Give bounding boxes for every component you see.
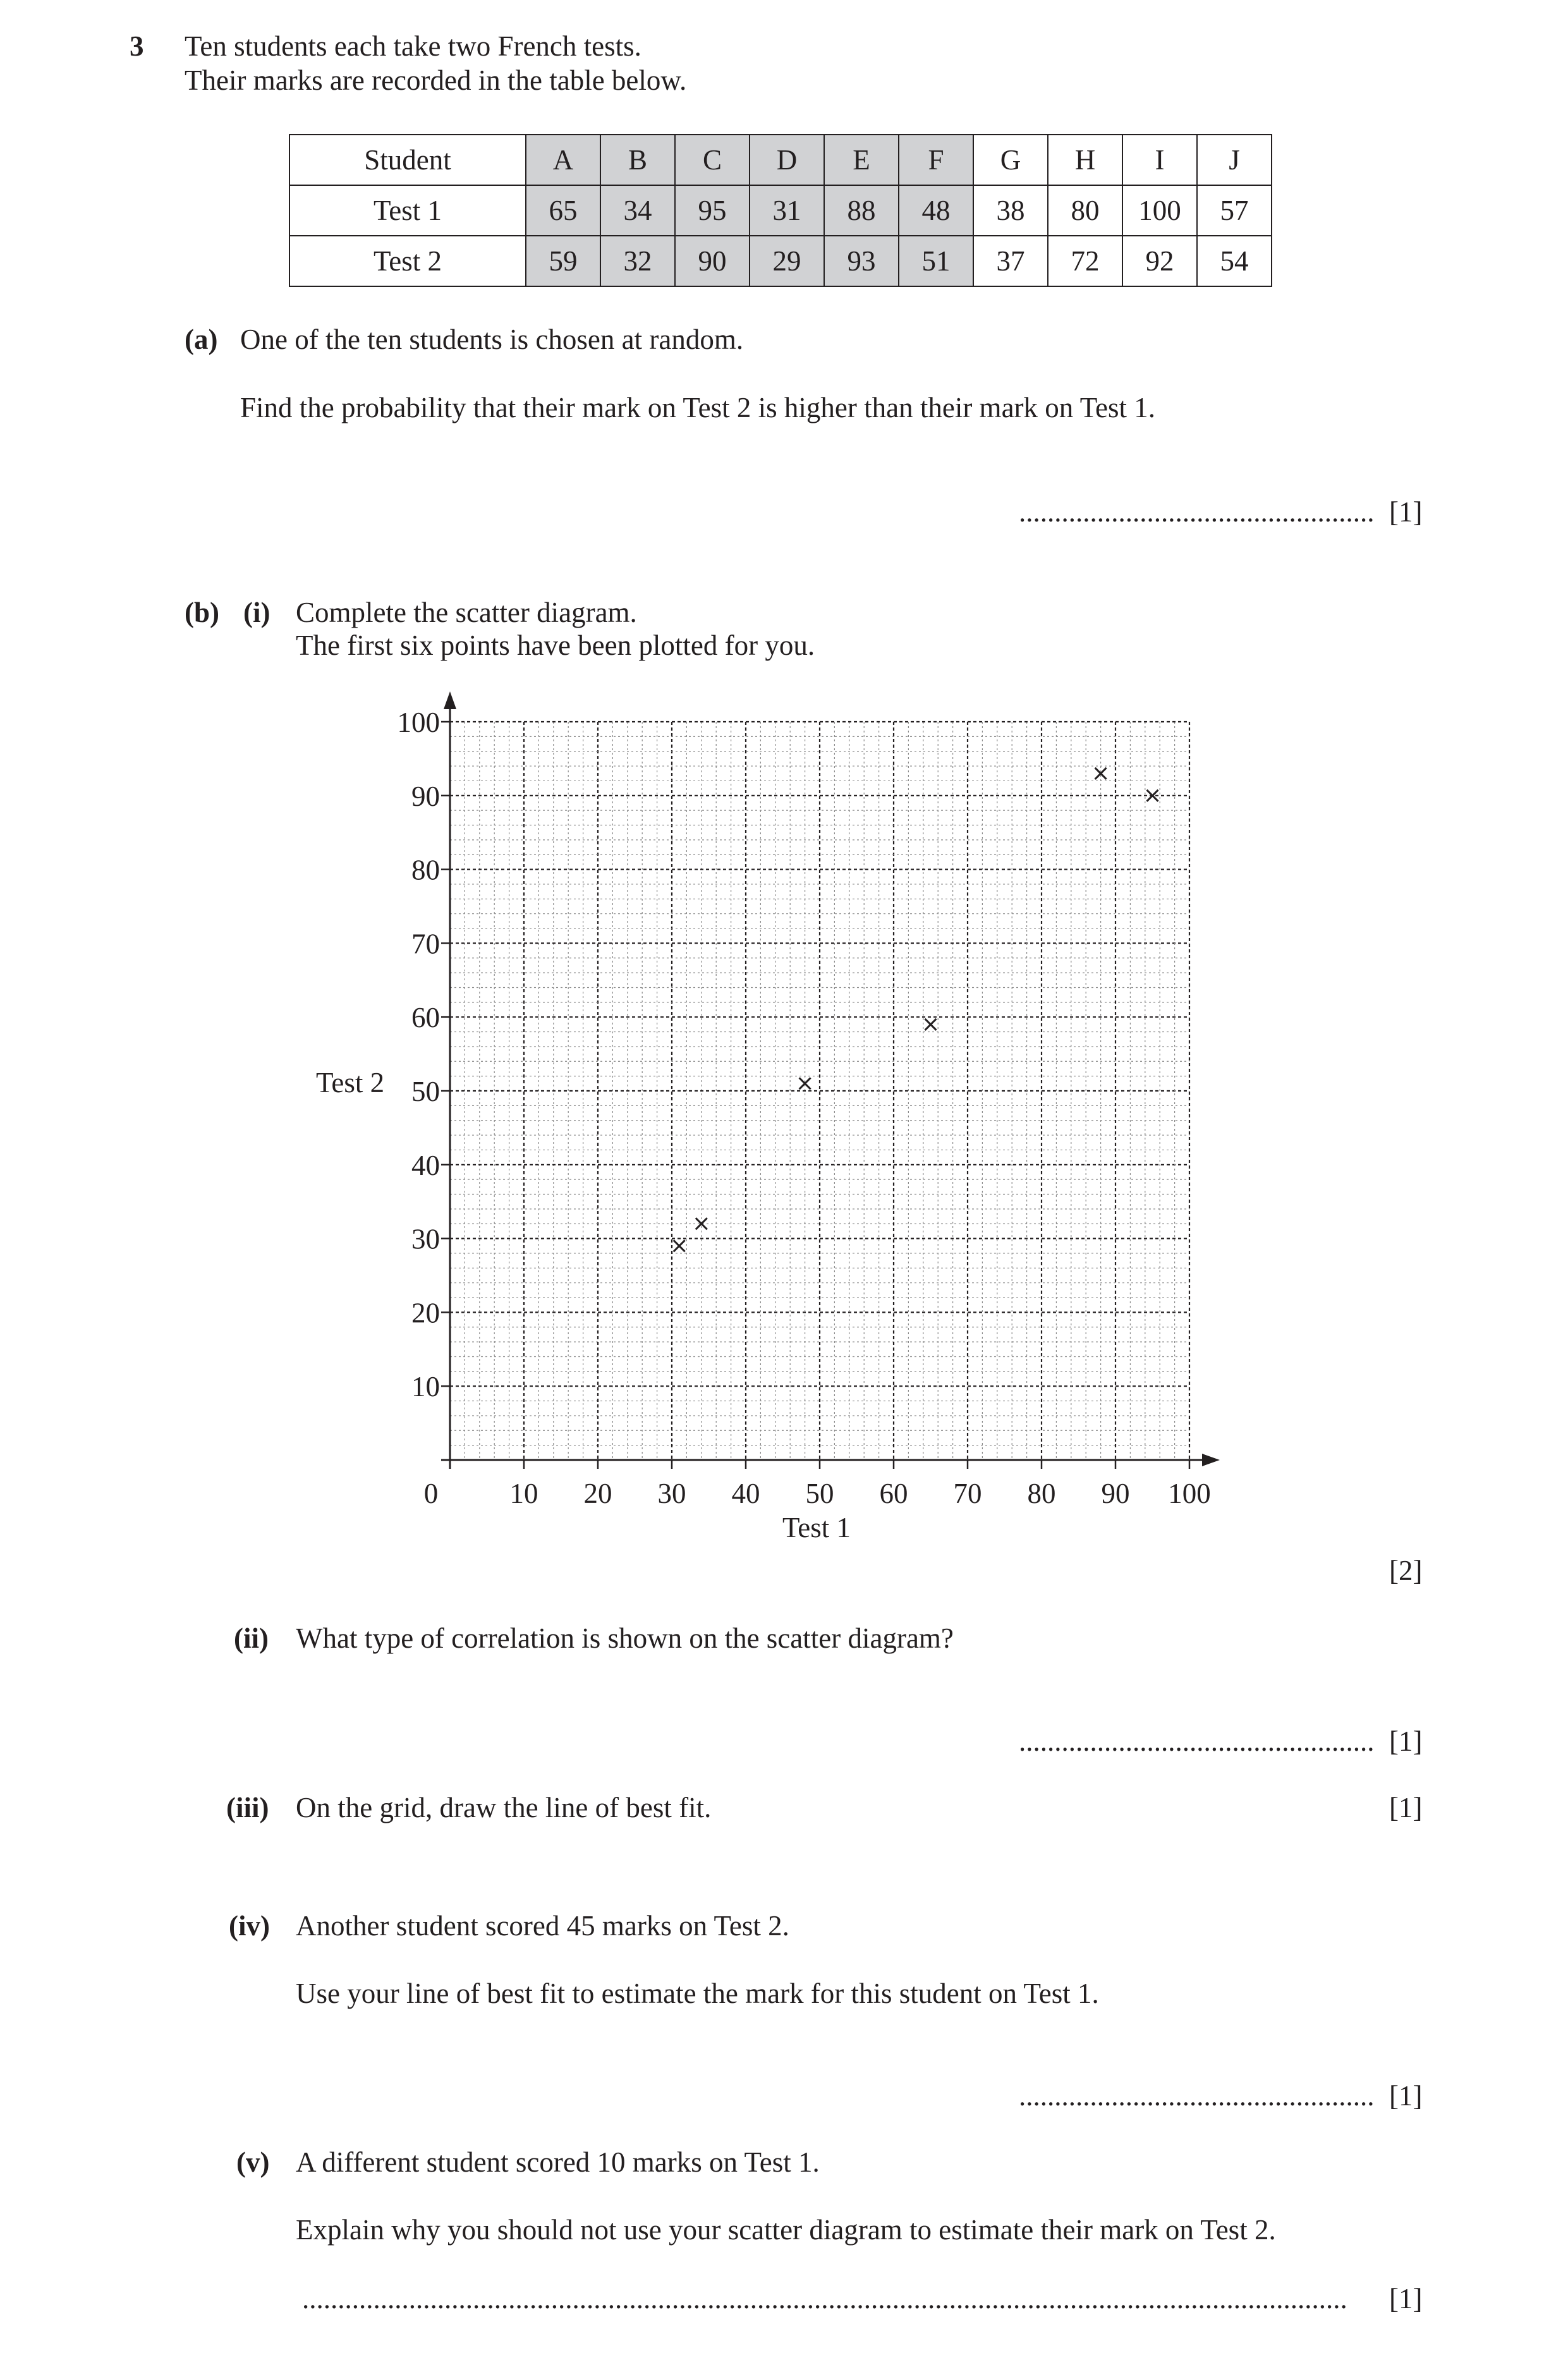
part-b-iv-answer-line[interactable]: .................................................. [1019,2080,1375,2112]
part-b-label: (b) [185,597,219,628]
x-tick-label: 50 [805,1478,834,1509]
intro-line-1: Ten students each take two French tests. [185,30,641,62]
test2-cell: 54 [1197,236,1272,286]
part-b-iv-marks: [1] [1389,2080,1423,2112]
test1-cell: 95 [675,185,750,236]
student-cell: A [526,135,600,185]
student-cell: H [1048,135,1122,185]
test1-cell: 34 [600,185,675,236]
student-cell: J [1197,135,1272,185]
part-a-line-1: One of the ten students is chosen at random. [240,324,744,355]
x-tick-label: 100 [1168,1478,1211,1509]
test1-cell: 88 [824,185,899,236]
part-b-ii-text: What type of correlation is shown on the scatter diagram? [296,1622,954,1654]
test1-cell: 57 [1197,185,1272,236]
test1-cell: 48 [899,185,973,236]
part-b-iv-line-2: Use your line of best fit to estimate the mark for this student on Test 1. [296,1978,1099,2009]
part-b-v-answer-line[interactable]: ................................................................................................................................................... [302,2283,1347,2314]
part-b-v-marks: [1] [1389,2283,1423,2314]
x-tick-label: 20 [583,1478,612,1509]
test2-cell: 93 [824,236,899,286]
part-b-i-label: (i) [243,597,270,628]
row-label-student: Student [289,135,526,185]
part-a-marks: [1] [1389,496,1423,528]
student-cell: C [675,135,750,185]
y-tick-label: 100 [397,707,440,738]
test1-cell: 80 [1048,185,1122,236]
test2-cell: 90 [675,236,750,286]
data-point-cross [1095,768,1107,779]
y-tick-label: 30 [411,1223,440,1255]
y-tick-label: 90 [411,780,440,812]
data-point-cross [674,1240,685,1251]
test2-cell: 32 [600,236,675,286]
question-number: 3 [130,30,144,62]
part-b-v-label: (v) [236,2146,270,2178]
part-b-iii-marks: [1] [1389,1792,1423,1823]
test1-row [289,185,1272,236]
x-tick-label: 80 [1027,1478,1056,1509]
student-cell: F [899,135,973,185]
part-b-i-line-1: Complete the scatter diagram. [296,597,637,628]
scatter-diagram[interactable] [0,683,1568,1567]
test2-cell: 37 [973,236,1048,286]
test2-cell: 29 [750,236,824,286]
part-a-answer-line[interactable]: .................................................. [1019,496,1375,528]
student-cell: I [1122,135,1197,185]
y-tick-label: 50 [411,1076,440,1107]
x-tick-label: 90 [1101,1478,1130,1509]
test2-cell: 92 [1122,236,1197,286]
part-b-v-line-1: A different student scored 10 marks on Test 1. [296,2146,820,2178]
student-cell: B [600,135,675,185]
y-axis-label: Test 2 [316,1067,385,1098]
part-b-iv-line-1: Another student scored 45 marks on Test 2. [296,1910,789,1942]
student-cell: D [750,135,824,185]
test2-cell: 51 [899,236,973,286]
y-tick-label: 10 [411,1371,440,1403]
data-point-cross [925,1019,937,1030]
intro-line-2: Their marks are recorded in the table below. [185,64,687,96]
x-tick-label: 60 [879,1478,908,1509]
test1-cell: 38 [973,185,1048,236]
tick-labels [398,707,1211,1509]
x-axis-label: Test 1 [782,1512,851,1543]
part-a-label: (a) [185,324,218,355]
part-b-iv-label: (iv) [229,1910,270,1942]
student-cell: E [824,135,899,185]
y-tick-label: 20 [411,1297,440,1329]
y-tick-label: 80 [411,854,440,886]
part-b-v-line-2: Explain why you should not use your scatter diagram to estimate their mark on Test 2. [296,2214,1276,2246]
test2-cell: 59 [526,236,600,286]
data-point-cross [799,1078,811,1089]
part-a-line-2: Find the probability that their mark on Test 2 is higher than their mark on Test 1. [240,392,1156,423]
test2-row [289,236,1272,286]
grid [450,722,1189,1460]
y-tick-label: 70 [411,928,440,960]
part-b-ii-label: (ii) [234,1622,269,1654]
student-row [289,135,1272,185]
x-tick-label: 10 [509,1478,538,1509]
x-tick-label: 40 [731,1478,760,1509]
row-label-test2: Test 2 [289,236,526,286]
x-tick-label: 30 [657,1478,686,1509]
part-b-iii-label: (iii) [226,1792,269,1823]
test2-cell: 72 [1048,236,1122,286]
part-b-i-line-2: The first six points have been plotted for you. [296,629,815,661]
y-axis-arrow [444,691,456,709]
test1-cell: 65 [526,185,600,236]
y-tick-label: 40 [411,1149,440,1181]
marks-table [289,134,1272,287]
x-axis-arrow [1202,1454,1220,1466]
origin-label: 0 [423,1478,439,1509]
part-b-iii-text: On the grid, draw the line of best fit. [296,1792,712,1823]
y-tick-label: 60 [411,1002,440,1034]
student-cell: G [973,135,1048,185]
test1-cell: 100 [1122,185,1197,236]
test1-cell: 31 [750,185,824,236]
part-b-ii-marks: [1] [1389,1725,1423,1757]
part-b-i-marks: [2] [1389,1555,1423,1586]
row-label-test1: Test 1 [289,185,526,236]
part-b-ii-answer-line[interactable]: .................................................. [1019,1725,1375,1757]
axes [441,691,1220,1469]
x-tick-label: 70 [953,1478,982,1509]
